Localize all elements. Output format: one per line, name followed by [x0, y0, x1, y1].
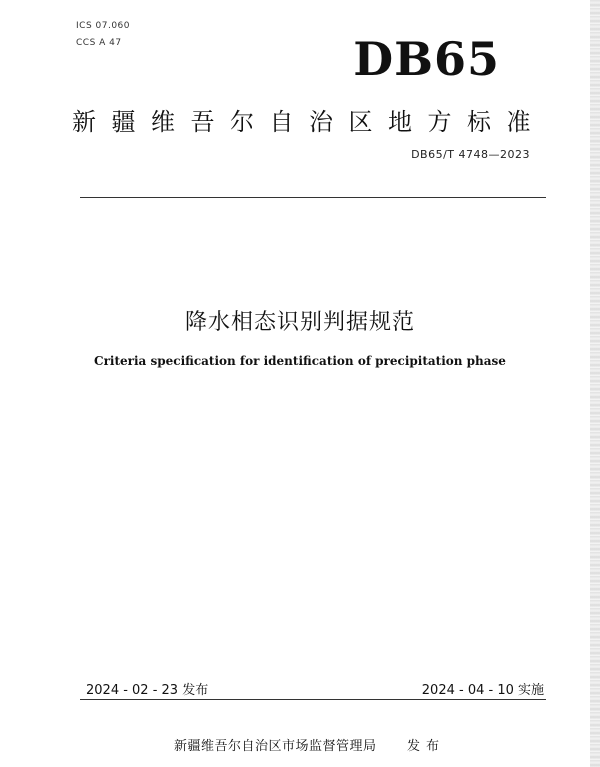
issue-date: 2024 - 02 - 23 发布: [86, 683, 209, 698]
top-divider: [80, 197, 546, 198]
db-standard-mark: DB65: [353, 32, 500, 86]
standard-number: DB65/T 4748—2023: [411, 148, 530, 161]
classification-codes: [76, 18, 130, 52]
bottom-divider: [80, 699, 546, 700]
ccs-code: CCS A 47: [76, 38, 122, 48]
issuing-authority: 新疆维吾尔自治区市场监督管理局: [174, 739, 377, 754]
ics-code: ICS 07.060: [76, 21, 131, 31]
document-title-cn: 降水相态识别判据规范: [184, 310, 415, 335]
implementation-date: 2024 - 04 - 10 实施: [421, 683, 544, 698]
organization-title: 新疆维吾尔自治区地方标准: [72, 108, 546, 136]
document-title-en: Criteria specification for identification of precipitation phase: [94, 354, 506, 368]
scan-edge-shadow: [590, 0, 600, 767]
issue-label: 发布: [407, 739, 446, 754]
